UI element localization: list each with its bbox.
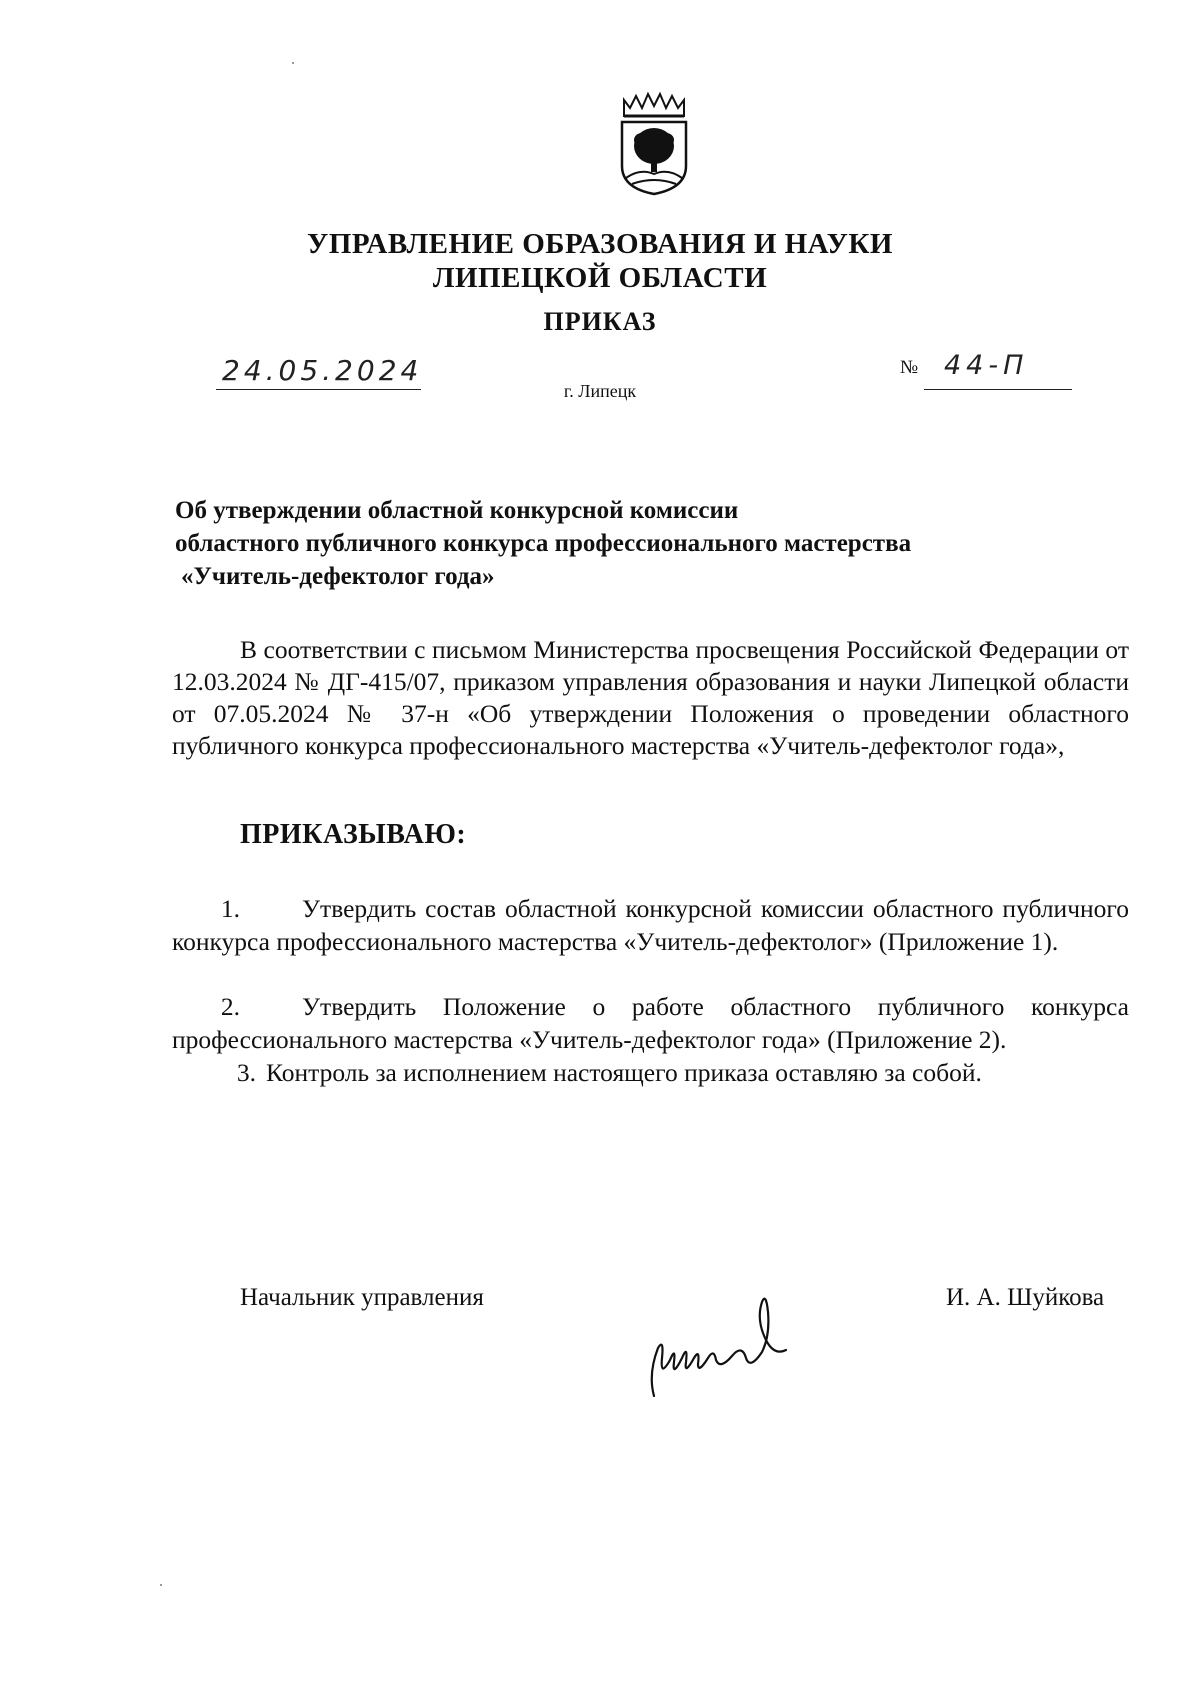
item-text: Утвердить Положение о работе областного публичного конкурса профессионального мастерства «Учитель-дефектолог года» (Приложение 2). [172, 992, 1129, 1054]
doc-title [175, 494, 1075, 593]
doc-number: 44-П [944, 350, 1029, 381]
list-item [172, 1056, 1129, 1089]
title-line3: «Учитель-дефектолог года» [181, 563, 495, 590]
signature-image [640, 1278, 820, 1408]
signatory-position: Начальник управления [240, 1284, 484, 1311]
item-number: 2. [220, 992, 240, 1021]
title-line2: областного публичного конкурса профессионального мастерства [175, 530, 912, 557]
item-number: 1. [220, 894, 240, 923]
org-name-line2: ЛИПЕЦКОЙ ОБЛАСТИ [432, 262, 768, 294]
coat-of-arms-icon [618, 88, 690, 198]
list-item [172, 990, 1129, 1056]
doc-city: г. Липецк [563, 381, 637, 401]
org-name-line1: УПРАВЛЕНИЕ ОБРАЗОВАНИЯ И НАУКИ [307, 228, 893, 260]
item-text: Утвердить состав областной конкурсной комиссии областного публичного конкурса профессионального мастерства «Учитель-дефектолог» (Приложение 1). [172, 894, 1129, 956]
doc-date: 24.05.2024 [222, 354, 423, 387]
number-label: № [900, 357, 919, 378]
signatory-name: И. А. Шуйкова [946, 1284, 1105, 1311]
preamble-paragraph: В соответствии с письмом Министерства просвещения Российской Федерации от 12.03.2024 № ДГ-415/07, приказом управления образования и науки Липецкой области от 07.05.2024 № 37-н «Об утверждении Положения о проведении областного публичного конкурса профессионального мастерства «Учитель-дефектолог года», [172, 635, 1129, 760]
title-line1: Об утверждении областной конкурсной комиссии [175, 497, 739, 524]
scan-speck [160, 1584, 162, 1586]
number-underline [924, 389, 1072, 390]
item-number: 3. [236, 1058, 256, 1087]
item-text: Контроль за исполнением настоящего приказа оставляю за собой. [266, 1058, 982, 1087]
scan-speck [292, 62, 294, 64]
doc-type: ПРИКАЗ [543, 307, 657, 336]
list-item [172, 892, 1129, 958]
order-word: ПРИКАЗЫВАЮ: [240, 819, 467, 850]
